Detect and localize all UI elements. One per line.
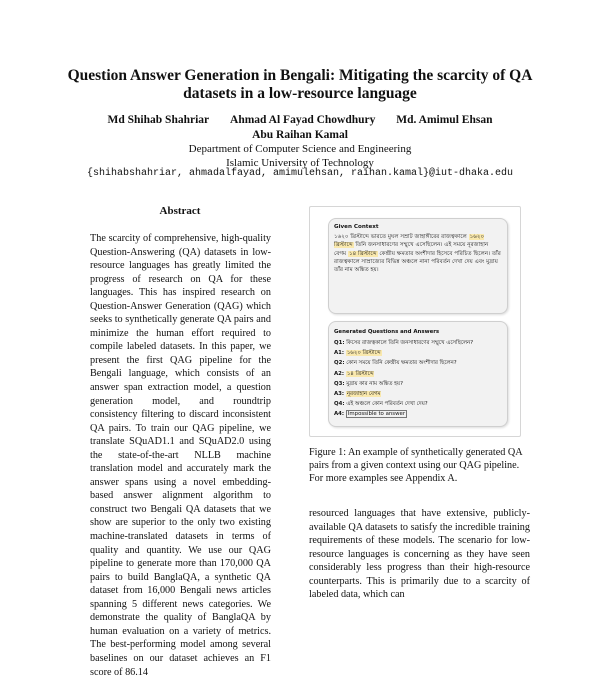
question-id: Q4: <box>334 401 345 408</box>
context-segment: তিনি জনসাধারণের সম্মুখে এসেছিলেন। এই সময়ে নূরজাহান বেগম <box>334 242 489 257</box>
answer-line <box>334 369 502 379</box>
author-name: Ahmad Al Fayad Chowdhury <box>230 114 376 126</box>
question-id: Q2: <box>334 360 345 367</box>
answer-text: Impossible to answer <box>347 411 406 418</box>
question-text: এই অঞ্চলে কোন পরিবর্তন দেখা দেয়? <box>346 401 428 408</box>
question-line <box>334 379 502 389</box>
context-box <box>328 218 508 314</box>
author-name: Abu Raihan Kamal <box>252 129 348 141</box>
question-line <box>334 358 502 368</box>
answer-line <box>334 348 502 358</box>
context-segment: কেন্দ্রীয় ক্ষমতার অংশীদার হিসেবে পরিচিত ছিলেন। তাঁর রাজত্বকালে সাম্রাজ্যের বিভিন্ন অঞ্চলে নানা পরিবর্তন দেখা দেয় এবং মুদ্রায় তাঁর নাম অঙ্কিত হয়। <box>334 250 501 274</box>
context-highlight: ১৪ খ্রিস্টাব্দে <box>348 250 377 257</box>
question-text: কিসের রাজত্বকালে তিনি জনসাধারণের সম্মুখে এসেছিলেন? <box>346 340 474 346</box>
author-list <box>40 113 560 143</box>
abstract-text: The scarcity of comprehensive, high-quality Question-Answering (QA) datasets in low-resource languages has greatly limited the progress of research on QA for these languages. This has inspired research on Question-Answer Generation (QAG) which seeks to synthetically generate QA pairs and minimize the human effort required to compile labeled datasets. In this paper, we present the first QAG pipeline for the Bengali language, which consists of an answer span extraction model, a question generation model, and roundtrip consistency filtering to discard inconsistent QA pairs. To train our QAG pipeline, we translate SQuAD1.1 and SQuAD2.0 using the state-of-the-art NLLB machine translation model and accurately mark the answer spans using a novel embedding-based answer alignment algorithm to construct two Bengali QA datasets that we show are superior to the only two existing machine-translated datasets in terms of quality and quantity. We use our QAG pipeline to generate more than 170,000 QA pairs to build BanglaQA, a synthetic QA dataset from 16,000 Bengali news articles spanning 5 different news categories. We demonstrate the quality of BanglaQA by human evaluation on a variety of metrics. The best-performing model among several baselines on our dataset achieves an F1 score of 86.14 <box>90 233 271 678</box>
question-text: মুদ্রায় কার নাম অঙ্কিত হয়? <box>346 380 403 387</box>
qa-box <box>328 321 508 427</box>
answer-line <box>334 409 502 419</box>
answer-id: A1: <box>334 350 345 357</box>
qa-label: Generated Questions and Answers <box>334 329 440 335</box>
answer-id: A3: <box>334 391 345 398</box>
answer-text: নূরজাহান বেগম <box>346 391 381 398</box>
abstract-heading: Abstract <box>159 205 201 217</box>
question-line <box>334 338 502 348</box>
figure-caption: Figure 1: An example of synthetically generated QA pairs from a given context using our QAG pipeline. For more examples see Appendix A. <box>309 447 523 484</box>
answer-id: A4: <box>334 411 345 418</box>
question-line <box>334 399 502 409</box>
body-paragraph: resourced languages that have extensive, publicly-available QA datasets to satisfy the incredible training requirements of these models. The scenario for low-resource languages is concerning as they have seen considerably less progress than their high-resource counterparts. This is primarily due to a scarcity of labeled data, which can <box>309 508 530 600</box>
context-label: Given Context <box>334 224 379 230</box>
author-name: Md Shihab Shahriar <box>107 114 210 126</box>
answer-text: ১৪ খ্রিস্টাব্দে <box>346 370 374 377</box>
question-id: Q1: <box>334 340 345 346</box>
question-id: Q3: <box>334 380 345 387</box>
university: Islamic University of Technology <box>226 157 374 169</box>
answer-id: A2: <box>334 370 345 377</box>
author-emails: {shihabshahriar, ahmadalfayad, amimulehsan, raihan.kamal}@iut-dhaka.edu <box>86 168 514 179</box>
answer-text: ১৬২০ খ্রিস্টাব্দে <box>346 350 381 357</box>
paper-title: Question Answer Generation in Bengali: Mitigating the scarcity of QA datasets in a low-resource language <box>67 67 533 102</box>
context-highlight: ১৬২০ খ্রিস্টাব্দে <box>334 234 485 249</box>
answer-line <box>334 389 502 399</box>
context-text <box>334 233 502 274</box>
department: Department of Computer Science and Engineering <box>188 143 412 155</box>
context-segment: ১৬২০ খ্রিস্টাব্দে ভারতে মুঘল সম্রাট জাহাঙ্গীরের রাজত্বকালে <box>334 234 469 241</box>
author-name: Md. Amimul Ehsan <box>396 114 493 126</box>
figure-1 <box>309 206 521 437</box>
question-text: কোন সময়ে তিনি কেন্দ্রীয় ক্ষমতার অংশীদার ছিলেন? <box>346 360 457 367</box>
